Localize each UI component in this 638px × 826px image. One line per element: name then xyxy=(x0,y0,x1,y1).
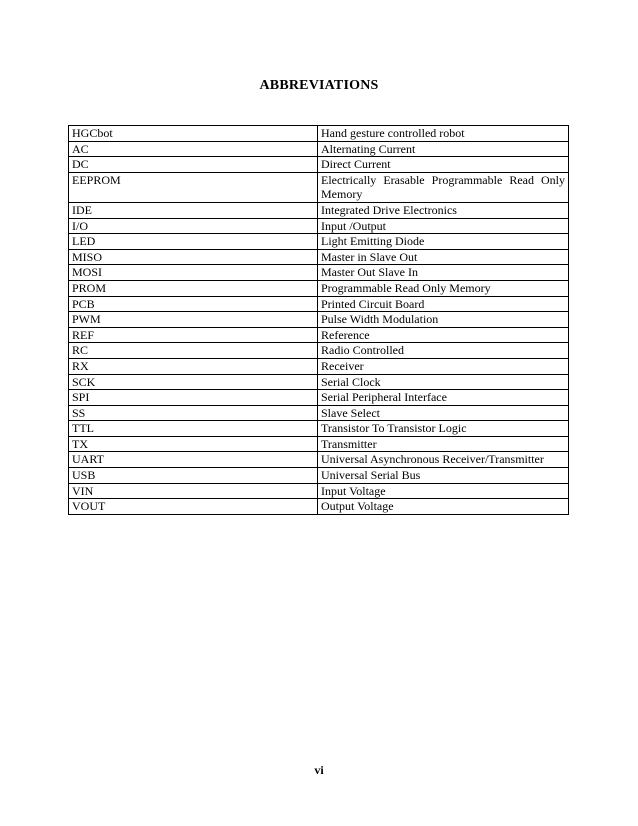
definition-cell: Transmitter xyxy=(318,436,569,452)
table-row xyxy=(69,327,569,343)
table-row xyxy=(69,296,569,312)
definition-cell: Programmable Read Only Memory xyxy=(318,280,569,296)
abbreviation-cell: PCB xyxy=(69,296,318,312)
definition-cell: Electrically Erasable Programmable Read Only Memory xyxy=(318,172,569,202)
abbreviation-cell: LED xyxy=(69,234,318,250)
definition-cell: Radio Controlled xyxy=(318,343,569,359)
definition-cell: Universal Asynchronous Receiver/Transmitter xyxy=(318,452,569,468)
definition-cell: Printed Circuit Board xyxy=(318,296,569,312)
definition-cell: Hand gesture controlled robot xyxy=(318,126,569,142)
definition-cell: Light Emitting Diode xyxy=(318,234,569,250)
table-row xyxy=(69,343,569,359)
abbreviation-cell: MISO xyxy=(69,249,318,265)
table-row xyxy=(69,452,569,468)
abbreviation-cell: RX xyxy=(69,358,318,374)
abbreviations-table xyxy=(68,125,569,515)
table-row xyxy=(69,172,569,202)
table-row xyxy=(69,390,569,406)
table-row xyxy=(69,249,569,265)
abbreviation-cell: REF xyxy=(69,327,318,343)
definition-cell: Serial Clock xyxy=(318,374,569,390)
abbreviation-cell: UART xyxy=(69,452,318,468)
table-row xyxy=(69,405,569,421)
definition-cell: Output Voltage xyxy=(318,499,569,515)
table-row xyxy=(69,483,569,499)
abbreviations-table-body xyxy=(69,126,569,515)
definition-cell: Input /Output xyxy=(318,218,569,234)
abbreviation-cell: VOUT xyxy=(69,499,318,515)
table-row xyxy=(69,126,569,142)
definition-cell: Universal Serial Bus xyxy=(318,468,569,484)
abbreviation-cell: IDE xyxy=(69,202,318,218)
definition-cell: Slave Select xyxy=(318,405,569,421)
definition-cell: Direct Current xyxy=(318,157,569,173)
table-row xyxy=(69,234,569,250)
abbreviation-cell: I/O xyxy=(69,218,318,234)
abbreviation-cell: MOSI xyxy=(69,265,318,281)
table-row xyxy=(69,218,569,234)
table-row xyxy=(69,358,569,374)
definition-cell: Receiver xyxy=(318,358,569,374)
abbreviation-cell: TTL xyxy=(69,421,318,437)
table-row xyxy=(69,265,569,281)
abbreviation-cell: TX xyxy=(69,436,318,452)
table-row xyxy=(69,421,569,437)
abbreviation-cell: HGCbot xyxy=(69,126,318,142)
abbreviation-cell: RC xyxy=(69,343,318,359)
abbreviation-cell: DC xyxy=(69,157,318,173)
table-row xyxy=(69,141,569,157)
abbreviation-cell: USB xyxy=(69,468,318,484)
table-row xyxy=(69,468,569,484)
abbreviation-cell: SPI xyxy=(69,390,318,406)
definition-cell: Master Out Slave In xyxy=(318,265,569,281)
definition-cell: Reference xyxy=(318,327,569,343)
table-row xyxy=(69,157,569,173)
definition-cell: Pulse Width Modulation xyxy=(318,312,569,328)
abbreviation-cell: PWM xyxy=(69,312,318,328)
table-row xyxy=(69,499,569,515)
definition-cell: Alternating Current xyxy=(318,141,569,157)
definition-cell: Master in Slave Out xyxy=(318,249,569,265)
table-row xyxy=(69,374,569,390)
definition-cell: Integrated Drive Electronics xyxy=(318,202,569,218)
abbreviation-cell: SCK xyxy=(69,374,318,390)
page-title: ABBREVIATIONS xyxy=(259,78,379,93)
table-row xyxy=(69,280,569,296)
abbreviation-cell: EEPROM xyxy=(69,172,318,202)
definition-cell: Input Voltage xyxy=(318,483,569,499)
definition-cell: Serial Peripheral Interface xyxy=(318,390,569,406)
page-number: vi xyxy=(314,763,324,777)
table-row xyxy=(69,202,569,218)
table-row xyxy=(69,436,569,452)
definition-cell: Transistor To Transistor Logic xyxy=(318,421,569,437)
abbreviation-cell: PROM xyxy=(69,280,318,296)
table-row xyxy=(69,312,569,328)
abbreviation-cell: VIN xyxy=(69,483,318,499)
abbreviation-cell: SS xyxy=(69,405,318,421)
abbreviation-cell: AC xyxy=(69,141,318,157)
